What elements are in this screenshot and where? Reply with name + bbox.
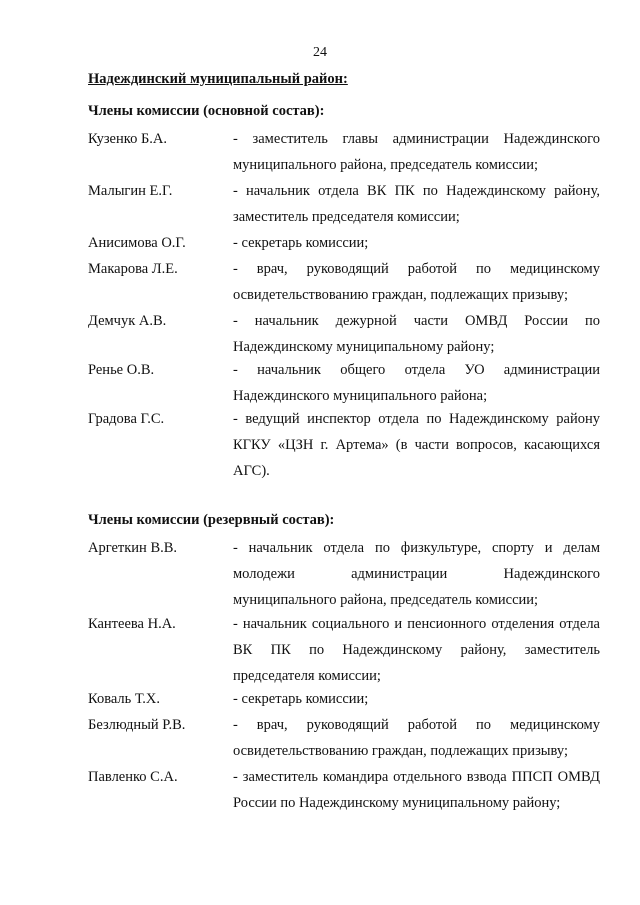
member-role: - секретарь комиссии; [233, 691, 369, 707]
main-section-title: Члены комиссии (основной состав): [88, 103, 325, 119]
member-role: - начальник социального и пенсионного отделения отдела ВК ПК по Надеждинскому району, заместитель председателя комиссии; [233, 616, 600, 684]
page-number: 24 [313, 45, 327, 60]
member-role: - ведущий инспектор отдела по Надеждинскому району КГКУ «ЦЗН г. Артема» (в части вопросов, касающихся АГС). [233, 411, 600, 479]
member-name: Макарова Л.Е. [88, 261, 178, 277]
member-name: Аргеткин В.В. [88, 540, 178, 556]
member-role: - начальник дежурной части ОМВД России по Надеждинскому муниципальному району; [233, 313, 600, 355]
member-role: - начальник общего отдела УО администрации Надеждинского муниципального района; [233, 362, 600, 404]
member-role: - заместитель главы администрации Надеждинского муниципального района, председатель комиссии; [233, 131, 600, 173]
member-name: Демчук А.В. [88, 313, 167, 329]
member-name: Анисимова О.Г. [88, 235, 186, 251]
member-name: Ренье О.В. [88, 362, 155, 378]
member-name: Коваль Т.Х. [88, 691, 161, 707]
district-title: Надеждинский муниципальный район: [88, 71, 348, 87]
member-name: Малыгин Е.Г. [88, 183, 173, 199]
member-role: - начальник отдела по физкультуре, спорту и делам молодежи администрации Надеждинского муниципального района, председатель комиссии; [233, 540, 600, 608]
member-name: Кузенко Б.А. [88, 131, 167, 147]
member-role: - заместитель командира отдельного взвода ППСП ОМВД России по Надеждинскому муниципальному району; [233, 769, 600, 811]
member-name: Градова Г.С. [88, 411, 165, 427]
member-role: - секретарь комиссии; [233, 235, 369, 251]
member-role: - врач, руководящий работой по медицинскому освидетельствованию граждан, подлежащих призыву; [233, 261, 600, 303]
member-name: Кантеева Н.А. [88, 616, 176, 632]
member-role: - начальник отдела ВК ПК по Надеждинскому району, заместитель председателя комиссии; [233, 183, 600, 225]
member-role: - врач, руководящий работой по медицинскому освидетельствованию граждан, подлежащих призыву; [233, 717, 600, 759]
member-name: Безлюдный Р.В. [88, 717, 186, 733]
reserve-section-title: Члены комиссии (резервный состав): [88, 512, 335, 528]
member-name: Павленко С.А. [88, 769, 178, 785]
